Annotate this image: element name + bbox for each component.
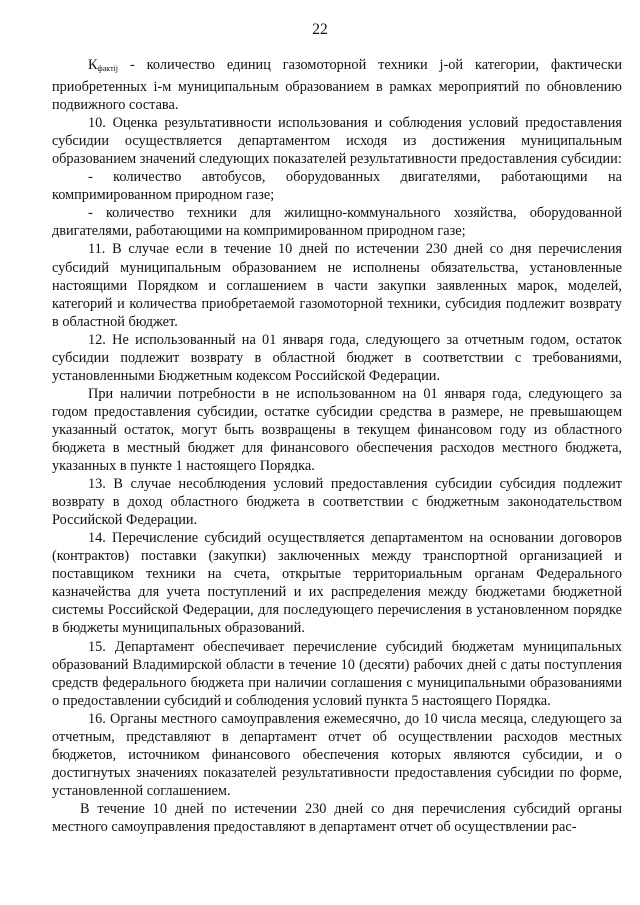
paragraph-10: 10. Оценка результативности использования и соблюдения условий предоставления субсидии осуществляется департаментом исходя из достижения муниципальным образованием значений следующих показателей результативности предоставления субсидии: [52,115,622,168]
paragraph-symbol-definition: $К_{фактij}$ - количество единиц газомоторной техники j-ой категории, фактически приобретенных i-м муниципальным образованием в рамках мероприятий по обновлению подвижного состава. [52,57,622,114]
paragraph-14: 14. Перечисление субсидий осуществляется департаментом на основании договоров (контрактов) поставки (закупки) заключенных между транспортной организацией и поставщиком техники на счета, открытые территориальным органам Федерального казначейства для учета поступлений и их распределения между бюджетами бюджетной системы Российской Федерации, для последующего перечисления в установленном порядке в бюджеты муниципальных образований. [52,530,622,637]
paragraph-indicator-buses: - количество автобусов, оборудованных двигателями, работающими на компримированном природном газе; [52,169,622,204]
paragraph-16-continued: В течение 10 дней по истечении 230 дней со дня перечисления субсидий органы местного самоуправления предоставляют в департамент отчет об осуществлении рас- [52,800,622,835]
page-number: 22 [312,21,328,38]
paragraph-12-continued: При наличии потребности в не использованном на 01 января года, следующего за годом предоставления субсидии, остатке субсидии средства в размере, не превышающем указанный остаток, могут быть возвращены в текущем финансовом году из областного бюджета в местный бюджет для финансового обеспечения расходов местного бюджета, указанных в пункте 1 настоящего Порядка. [52,385,622,475]
document-body [52,56,622,836]
symbol-k: $К_{фактij}$ [88,57,119,73]
paragraph-13: 13. В случае несоблюдения условий предоставления субсидии субсидия подлежит возврату в доход областного бюджета в соответствии с бюджетным законодательством Российской Федерации. [52,476,622,529]
paragraph-indicator-utility-vehicles: - количество техники для жилищно-коммунального хозяйства, оборудованной двигателями, работающими на компримированном природном газе; [52,205,622,240]
paragraph-12: 12. Не использованный на 01 января года, следующего за отчетным годом, остаток субсидии подлежит возврату в областной бюджет в соответствии с требованиями, установленными Бюджетным кодексом Российской Федерации. [52,331,622,384]
paragraph-11: 11. В случае если в течение 10 дней по истечении 230 дней со дня перечисления субсидий муниципальным образованием не исполнены обязательства, установленные настоящими Порядком и соглашением в части закупки заявленных марок, моделей, категорий и количества приобретаемой газомоторной техники, субсидия подлежит возврату в областной бюджет. [52,241,622,330]
paragraph-16: 16. Органы местного самоуправления ежемесячно, до 10 числа месяца, следующего за отчетным, представляют в департамент отчет об осуществлении расходов местных бюджетов, источником финансового обеспечения которых являются субсидии, и о достигнутых значениях показателей результативности предоставления субсидии по форме, установленной соглашением. [52,710,622,799]
paragraph-15: 15. Департамент обеспечивает перечисление субсидий бюджетам муниципальных образований Владимирской области в течение 10 (десяти) рабочих дней с даты поступления средств федерального бюджета при наличии соглашения с муниципальными образованиями о предоставлении субсидий и соблюдения условий пункта 5 настоящего Порядка. [52,638,622,709]
